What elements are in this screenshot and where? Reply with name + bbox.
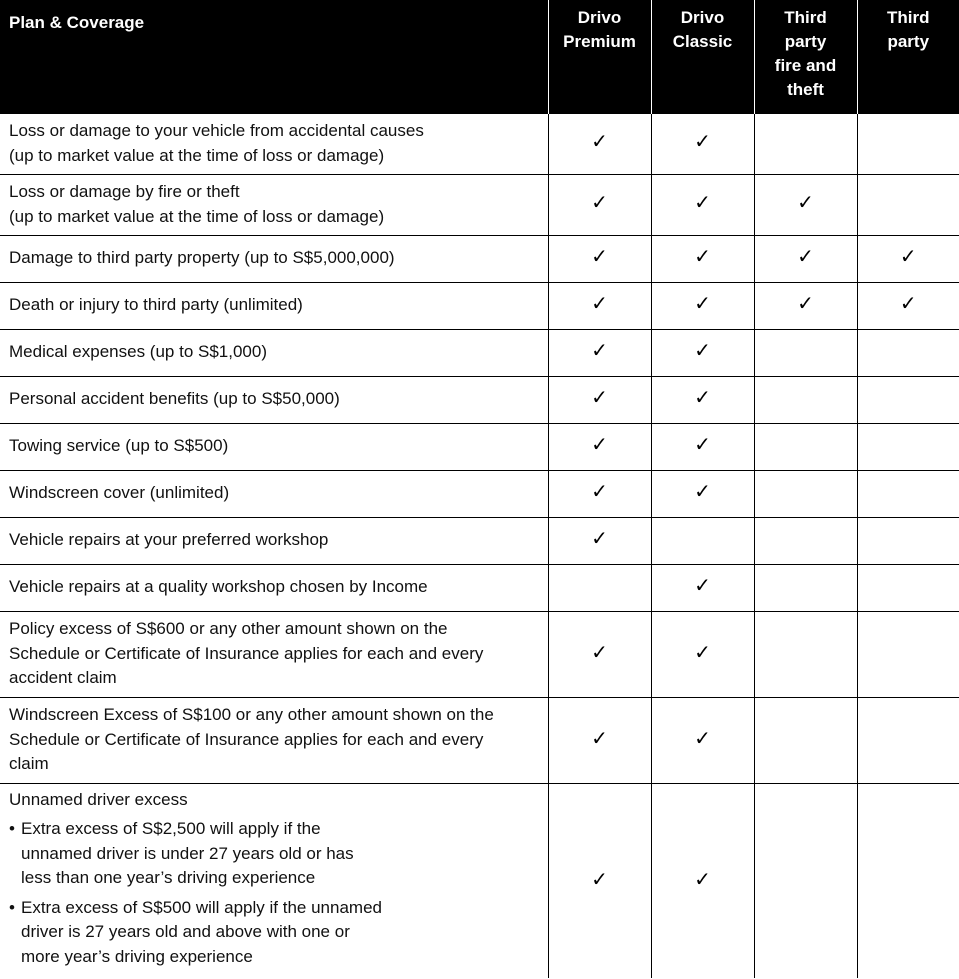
coverage-cell-drivo-classic [651,235,754,282]
coverage-cell-drivo-classic [651,517,754,564]
coverage-cell-third-party [857,329,959,376]
description-line: Loss or damage to your vehicle from accidental causes [9,121,424,140]
coverage-description [0,697,548,783]
header-line: Premium [563,32,636,51]
checkmark-icon: ✓ [694,129,711,154]
description-line: claim [9,754,49,774]
header-row [0,0,959,113]
coverage-cell-drivo-premium [548,783,651,978]
coverage-cell-third-party-fire-theft [754,376,857,423]
coverage-row [0,174,959,235]
coverage-row [0,611,959,697]
checkmark-icon: ✓ [694,244,711,269]
coverage-cell-drivo-premium [548,235,651,282]
bullet-line: less than one year’s driving experience [21,868,316,887]
checkmark-icon: ✓ [591,244,608,269]
checkmark-icon: ✓ [591,129,608,154]
bullet-line: driver is 27 years old and above with one or [21,922,350,941]
bullet-item [9,817,409,891]
checkmark-icon: ✓ [591,385,608,410]
bullet-line: • Extra excess of S$500 will apply if the unnamed [21,897,382,917]
header-line: Drivo [577,8,622,27]
checkmark-icon: ✓ [694,291,711,316]
coverage-cell-third-party-fire-theft [754,329,857,376]
coverage-cell-drivo-classic [651,611,754,697]
coverage-description [0,783,548,978]
coverage-row [0,282,959,329]
coverage-cell-drivo-classic [651,783,754,978]
bullet-line: unnamed driver is under 27 years old or has [21,843,354,863]
coverage-cell-drivo-premium [548,611,651,697]
coverage-cell-drivo-classic [651,376,754,423]
bullet-item [9,896,409,970]
coverage-cell-drivo-classic [651,423,754,470]
checkmark-icon: ✓ [694,190,711,215]
coverage-description [0,174,548,235]
coverage-cell-third-party-fire-theft [754,235,857,282]
coverage-cell-drivo-premium [548,329,651,376]
checkmark-icon: ✓ [899,291,917,316]
checkmark-icon: ✓ [591,479,608,504]
coverage-cell-third-party [857,174,959,235]
coverage-description [0,517,548,564]
coverage-description [0,282,548,329]
header-line: fire and [774,56,837,75]
coverage-cell-drivo-premium [548,697,651,783]
description-line: accident claim [9,668,117,688]
checkmark-icon: ✓ [591,639,608,664]
coverage-cell-drivo-classic [651,174,754,235]
checkmark-icon: ✓ [591,526,608,551]
coverage-cell-third-party [857,697,959,783]
coverage-cell-third-party [857,113,959,174]
coverage-cell-drivo-classic [651,113,754,174]
description-line: Windscreen cover (unlimited) [9,483,230,503]
coverage-row [0,423,959,470]
bullet-list [9,817,409,969]
coverage-table-header [0,0,959,113]
checkmark-icon: ✓ [694,639,711,664]
coverage-cell-third-party [857,282,959,329]
coverage-row [0,113,959,174]
coverage-row [0,376,959,423]
description-line: Schedule or Certificate of Insurance applies for each and every [9,729,484,749]
coverage-row [0,564,959,611]
coverage-cell-drivo-classic [651,282,754,329]
coverage-cell-drivo-classic [651,470,754,517]
coverage-cell-third-party-fire-theft [754,470,857,517]
coverage-description [0,564,548,611]
coverage-description [0,113,548,174]
header-plan-coverage: Plan & Coverage [0,0,548,113]
coverage-cell-third-party-fire-theft [754,697,857,783]
coverage-row [0,470,959,517]
checkmark-icon: ✓ [694,573,711,598]
coverage-description [0,423,548,470]
coverage-cell-third-party [857,517,959,564]
header-drivo-classic [651,0,754,113]
coverage-cell-third-party [857,470,959,517]
coverage-description [0,470,548,517]
description-line: Death or injury to third party (unlimited) [9,295,303,315]
checkmark-icon: ✓ [591,866,608,891]
checkmark-icon: ✓ [694,338,711,363]
coverage-cell-third-party-fire-theft [754,611,857,697]
description-line: (up to market value at the time of loss or damage) [9,206,385,226]
header-drivo-premium [548,0,651,113]
coverage-row [0,783,959,978]
description-line: Schedule or Certificate of Insurance applies for each and every [9,643,484,663]
checkmark-icon: ✓ [694,385,711,410]
checkmark-icon: ✓ [797,291,814,316]
checkmark-icon: ✓ [694,725,711,750]
header-line: party [784,32,827,51]
description-line: (up to market value at the time of loss or damage) [9,145,385,165]
coverage-description [0,376,548,423]
checkmark-icon: ✓ [694,866,711,891]
checkmark-icon: ✓ [591,432,608,457]
checkmark-icon: ✓ [694,432,711,457]
header-line: Third [887,8,930,27]
coverage-cell-third-party-fire-theft [754,783,857,978]
coverage-cell-drivo-premium [548,174,651,235]
coverage-cell-third-party-fire-theft [754,113,857,174]
checkmark-icon: ✓ [591,190,608,215]
coverage-cell-third-party [857,564,959,611]
header-line: theft [787,80,824,99]
description-line: Windscreen Excess of S$100 or any other amount shown on the [9,705,494,725]
header-line: Classic [672,32,733,51]
coverage-cell-drivo-premium [548,113,651,174]
coverage-row [0,517,959,564]
coverage-cell-third-party [857,611,959,697]
description-line: Policy excess of S$600 or any other amount shown on the [9,619,448,639]
coverage-cell-third-party-fire-theft [754,564,857,611]
coverage-row [0,235,959,282]
checkmark-icon: ✓ [591,291,608,316]
header-third-party [857,0,959,113]
coverage-cell-third-party-fire-theft [754,282,857,329]
coverage-cell-drivo-classic [651,329,754,376]
description-line: Personal accident benefits (up to S$50,000) [9,389,340,409]
checkmark-icon: ✓ [899,244,917,269]
header-line: Third [784,8,827,27]
checkmark-icon: ✓ [694,479,711,504]
description-line: Loss or damage by fire or theft [9,182,240,201]
coverage-table-body [0,113,959,978]
checkmark-icon: ✓ [591,338,608,363]
coverage-cell-drivo-classic [651,697,754,783]
description-line: Unnamed driver excess [9,789,188,809]
coverage-cell-drivo-premium [548,564,651,611]
coverage-cell-third-party-fire-theft [754,517,857,564]
coverage-cell-drivo-premium [548,423,651,470]
bullet-line: more year’s driving experience [21,946,253,966]
coverage-cell-drivo-premium [548,470,651,517]
coverage-description [0,235,548,282]
coverage-cell-drivo-premium [548,376,651,423]
coverage-row [0,329,959,376]
header-third-party-fire-theft [754,0,857,113]
coverage-cell-third-party [857,783,959,978]
coverage-cell-third-party-fire-theft [754,174,857,235]
coverage-cell-third-party [857,423,959,470]
checkmark-icon: ✓ [797,244,814,269]
coverage-cell-drivo-classic [651,564,754,611]
coverage-cell-drivo-premium [548,517,651,564]
checkmark-icon: ✓ [591,725,608,750]
description-line: Medical expenses (up to S$1,000) [9,342,267,362]
coverage-cell-third-party [857,376,959,423]
coverage-row [0,697,959,783]
coverage-cell-third-party [857,235,959,282]
bullet-line: • Extra excess of S$2,500 will apply if the [21,819,321,838]
description-line: Vehicle repairs at a quality workshop chosen by Income [9,577,428,597]
checkmark-icon: ✓ [797,190,814,215]
coverage-cell-drivo-premium [548,282,651,329]
coverage-description [0,611,548,697]
header-line: party [887,32,930,51]
coverage-cell-third-party-fire-theft [754,423,857,470]
description-line: Towing service (up to S$500) [9,436,229,456]
description-line: Vehicle repairs at your preferred workshop [9,530,329,550]
description-line: Damage to third party property (up to S$5,000,000) [9,248,395,268]
header-line: Drivo [680,8,725,27]
coverage-description [0,329,548,376]
